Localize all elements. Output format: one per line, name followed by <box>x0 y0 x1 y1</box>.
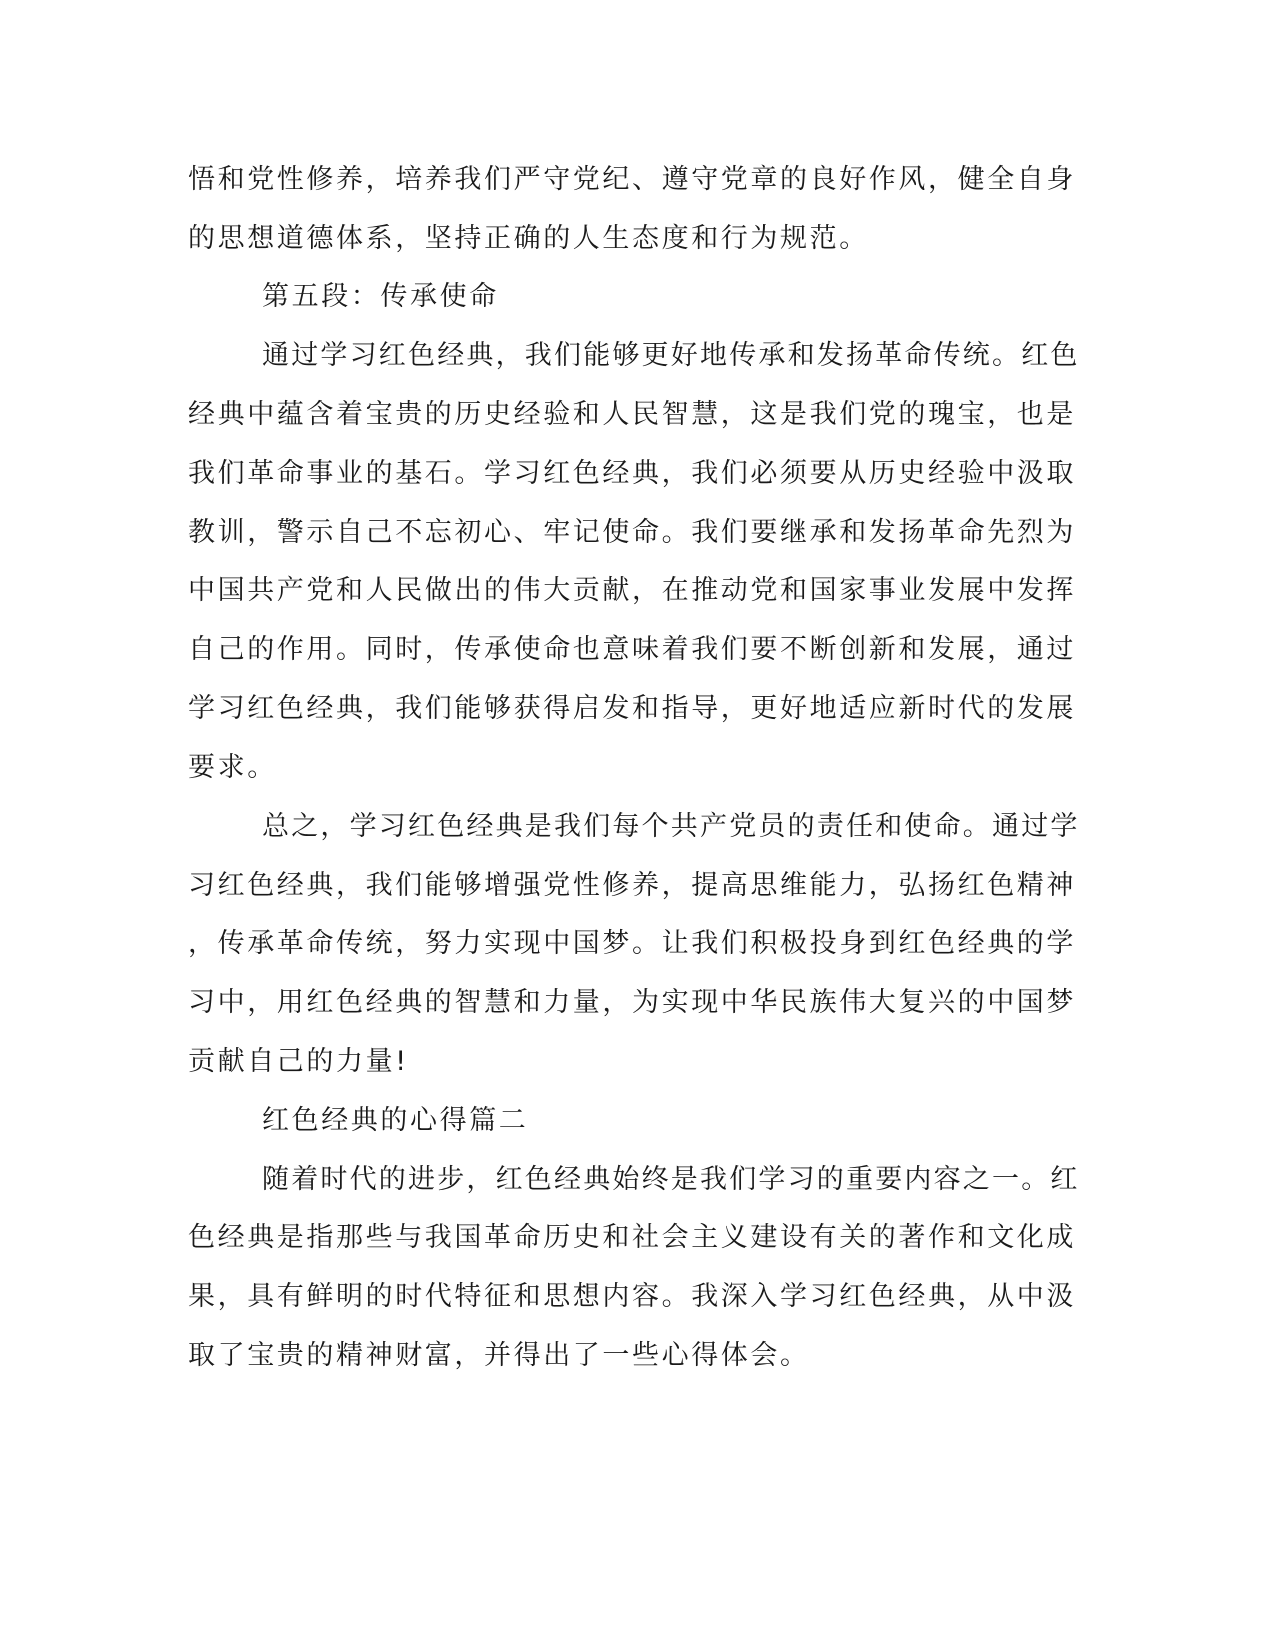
text-line: 的思想道德体系，坚持正确的人生态度和行为规范。 <box>188 223 869 254</box>
text-line: 自己的作用。同时，传承使命也意味着我们要不断创新和发展，通过 <box>188 634 1076 665</box>
text-line: 悟和党性修养，培养我们严守党纪、遵守党章的良好作风，健全自身 <box>188 164 1076 195</box>
section-heading: 第五段：传承使命 <box>262 281 499 312</box>
text-line: 习红色经典，我们能够增强党性修养，提高思维能力，弘扬红色精神 <box>188 870 1076 901</box>
text-line: 我们革命事业的基石。学习红色经典，我们必须要从历史经验中汲取 <box>188 458 1076 489</box>
text-line: 贡献自己的力量! <box>188 1046 409 1077</box>
text-line: 取了宝贵的精神财富，并得出了一些心得体会。 <box>188 1340 810 1371</box>
text-line: 要求。 <box>188 752 277 783</box>
text-line: 果，具有鲜明的时代特征和思想内容。我深入学习红色经典，从中汲 <box>188 1281 1076 1312</box>
text-line: 随着时代的进步，红色经典始终是我们学习的重要内容之一。红 <box>262 1164 1080 1195</box>
text-line: 色经典是指那些与我国革命历史和社会主义建设有关的著作和文化成 <box>188 1222 1076 1253</box>
text-line: 教训，警示自己不忘初心、牢记使命。我们要继承和发扬革命先烈为 <box>188 517 1076 548</box>
text-line: 通过学习红色经典，我们能够更好地传承和发扬革命传统。红色 <box>262 340 1080 371</box>
text-line: 习中，用红色经典的智慧和力量，为实现中华民族伟大复兴的中国梦 <box>188 987 1076 1018</box>
text-line: 经典中蕴含着宝贵的历史经验和人民智慧，这是我们党的瑰宝，也是 <box>188 399 1076 430</box>
text-line: 学习红色经典，我们能够获得启发和指导，更好地适应新时代的发展 <box>188 693 1076 724</box>
text-line: 总之，学习红色经典是我们每个共产党员的责任和使命。通过学 <box>262 811 1080 842</box>
text-line: 中国共产党和人民做出的伟大贡献，在推动党和国家事业发展中发挥 <box>188 575 1076 606</box>
text-line: ，传承革命传统，努力实现中国梦。让我们积极投身到红色经典的学 <box>188 928 1076 959</box>
section-heading: 红色经典的心得篇二 <box>262 1105 529 1136</box>
